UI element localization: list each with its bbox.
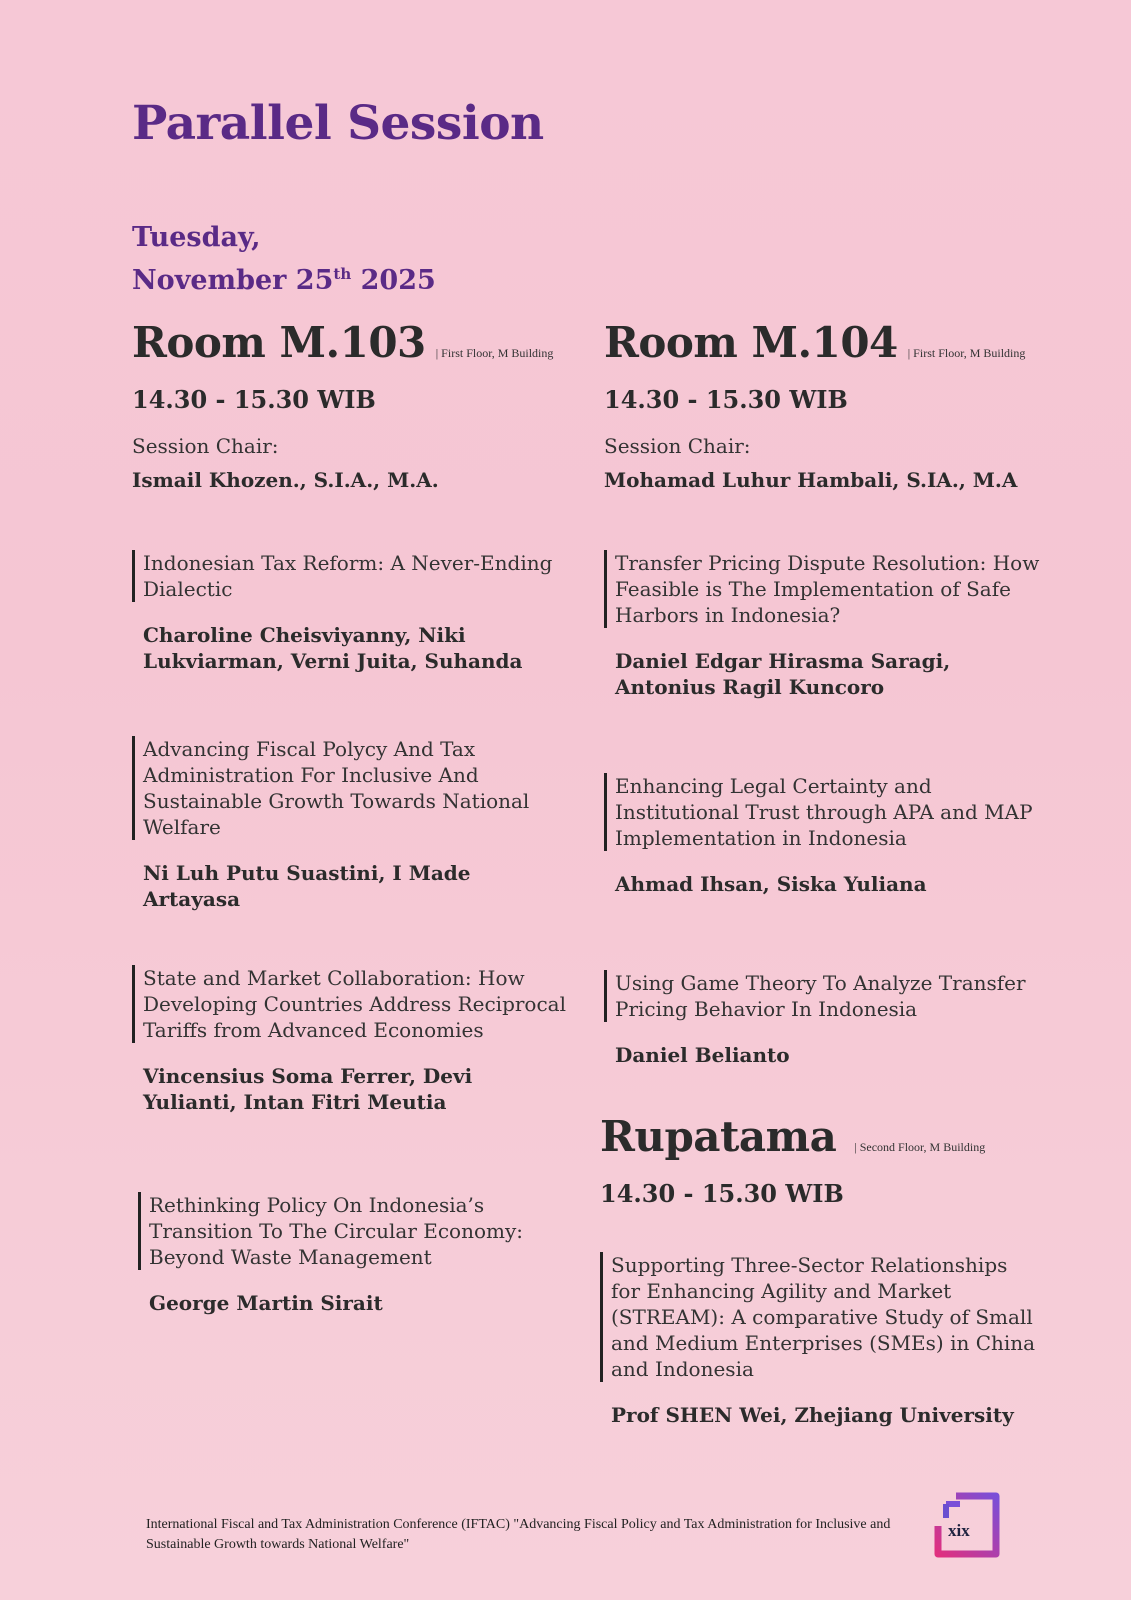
session-time: 14.30 - 15.30 WIB <box>132 385 376 414</box>
paper-authors: Vincensius Soma Ferrer, Devi Yulianti, Intan Fitri Meutia <box>143 1064 473 1114</box>
room-name: Room M.104 <box>604 318 898 367</box>
room-m104-section <box>604 318 1040 1067</box>
paper-title: Transfer Pricing Dispute Resolution: How Feasible is The Implementation of Safe Harbors in Indonesia? <box>604 550 1044 628</box>
room-location: | First Floor, M Building <box>907 346 1026 360</box>
session-chair-label: Session Chair: <box>132 434 279 458</box>
paper-title: Supporting Three-Sector Relationships for Enhancing Agility and Market (STREAM): A comparative Study of Small and Medium Enterprises (SMEs) in China and Indonesia <box>600 1252 1040 1382</box>
paper-item <box>604 550 1044 700</box>
session-time: 14.30 - 15.30 WIB <box>600 1179 844 1208</box>
session-chair-name: Mohamad Luhur Hambali, S.IA., M.A <box>604 468 1018 492</box>
paper-item <box>604 970 1044 1068</box>
room-header <box>132 318 562 367</box>
paper-title: State and Market Collaboration: How Developing Countries Address Reciprocal Tariffs from Advanced Economies <box>132 965 572 1043</box>
page-title: Parallel Session <box>132 96 544 151</box>
room-name: Room M.103 <box>132 318 426 367</box>
paper-authors: Ahmad Ihsan, Siska Yuliana <box>615 872 927 896</box>
page-number: xix <box>948 1521 970 1540</box>
room-location: | First Floor, M Building <box>435 346 554 360</box>
paper-authors: Prof SHEN Wei, Zhejiang University <box>611 1403 1014 1427</box>
paper-item <box>132 736 572 912</box>
room-location: | Second Floor, M Building <box>854 1140 986 1154</box>
paper-authors: Daniel Edgar Hirasma Saragi, Antonius Ragil Kuncoro <box>615 649 951 699</box>
room-m103-section <box>132 318 566 1315</box>
paper-authors: Ni Luh Putu Suastini, I Made Artayasa <box>143 861 471 911</box>
room-rupatama-section <box>600 1112 1040 1427</box>
paper-authors: Daniel Belianto <box>615 1043 790 1067</box>
session-date <box>132 220 436 299</box>
session-day: Tuesday, <box>132 222 261 253</box>
paper-item <box>132 550 572 674</box>
room-header <box>604 318 1034 367</box>
paper-authors: George Martin Sirait <box>149 1291 383 1315</box>
date-month-day: November 25 <box>132 265 334 296</box>
paper-title: Enhancing Legal Certainty and Institutional Trust through APA and MAP Implementation in Indonesia <box>604 773 1044 851</box>
date-suffix: th <box>333 265 352 283</box>
paper-title: Using Game Theory To Analyze Transfer Pricing Behavior In Indonesia <box>604 970 1044 1022</box>
footer-conference-text: International Fiscal and Tax Administration Conference (IFTAC) "Advancing Fiscal Policy and Tax Administration for Inclusive and Sustainable Growth towards National Welfare" <box>146 1517 891 1552</box>
room-name: Rupatama <box>600 1112 837 1161</box>
session-full-date <box>132 256 436 299</box>
session-chair-name: Ismail Khozen., S.I.A., M.A. <box>132 468 439 492</box>
date-year: 2025 <box>351 265 436 296</box>
paper-item <box>600 1252 1040 1428</box>
paper-title: Rethinking Policy On Indonesia’s Transition To The Circular Economy: Beyond Waste Management <box>138 1192 578 1270</box>
paper-item <box>132 965 572 1115</box>
paper-authors: Charoline Cheisviyanny, Niki Lukviarman, Verni Juita, Suhanda <box>143 623 523 673</box>
paper-item <box>604 773 1044 897</box>
paper-item <box>138 1192 578 1316</box>
session-chair-label: Session Chair: <box>604 434 751 458</box>
paper-title: Indonesian Tax Reform: A Never-Ending Dialectic <box>132 550 572 602</box>
session-time: 14.30 - 15.30 WIB <box>604 385 848 414</box>
room-header <box>600 1112 1040 1161</box>
paper-title: Advancing Fiscal Polycy And Tax Administration For Inclusive And Sustainable Growth Towards National Welfare <box>132 736 572 840</box>
